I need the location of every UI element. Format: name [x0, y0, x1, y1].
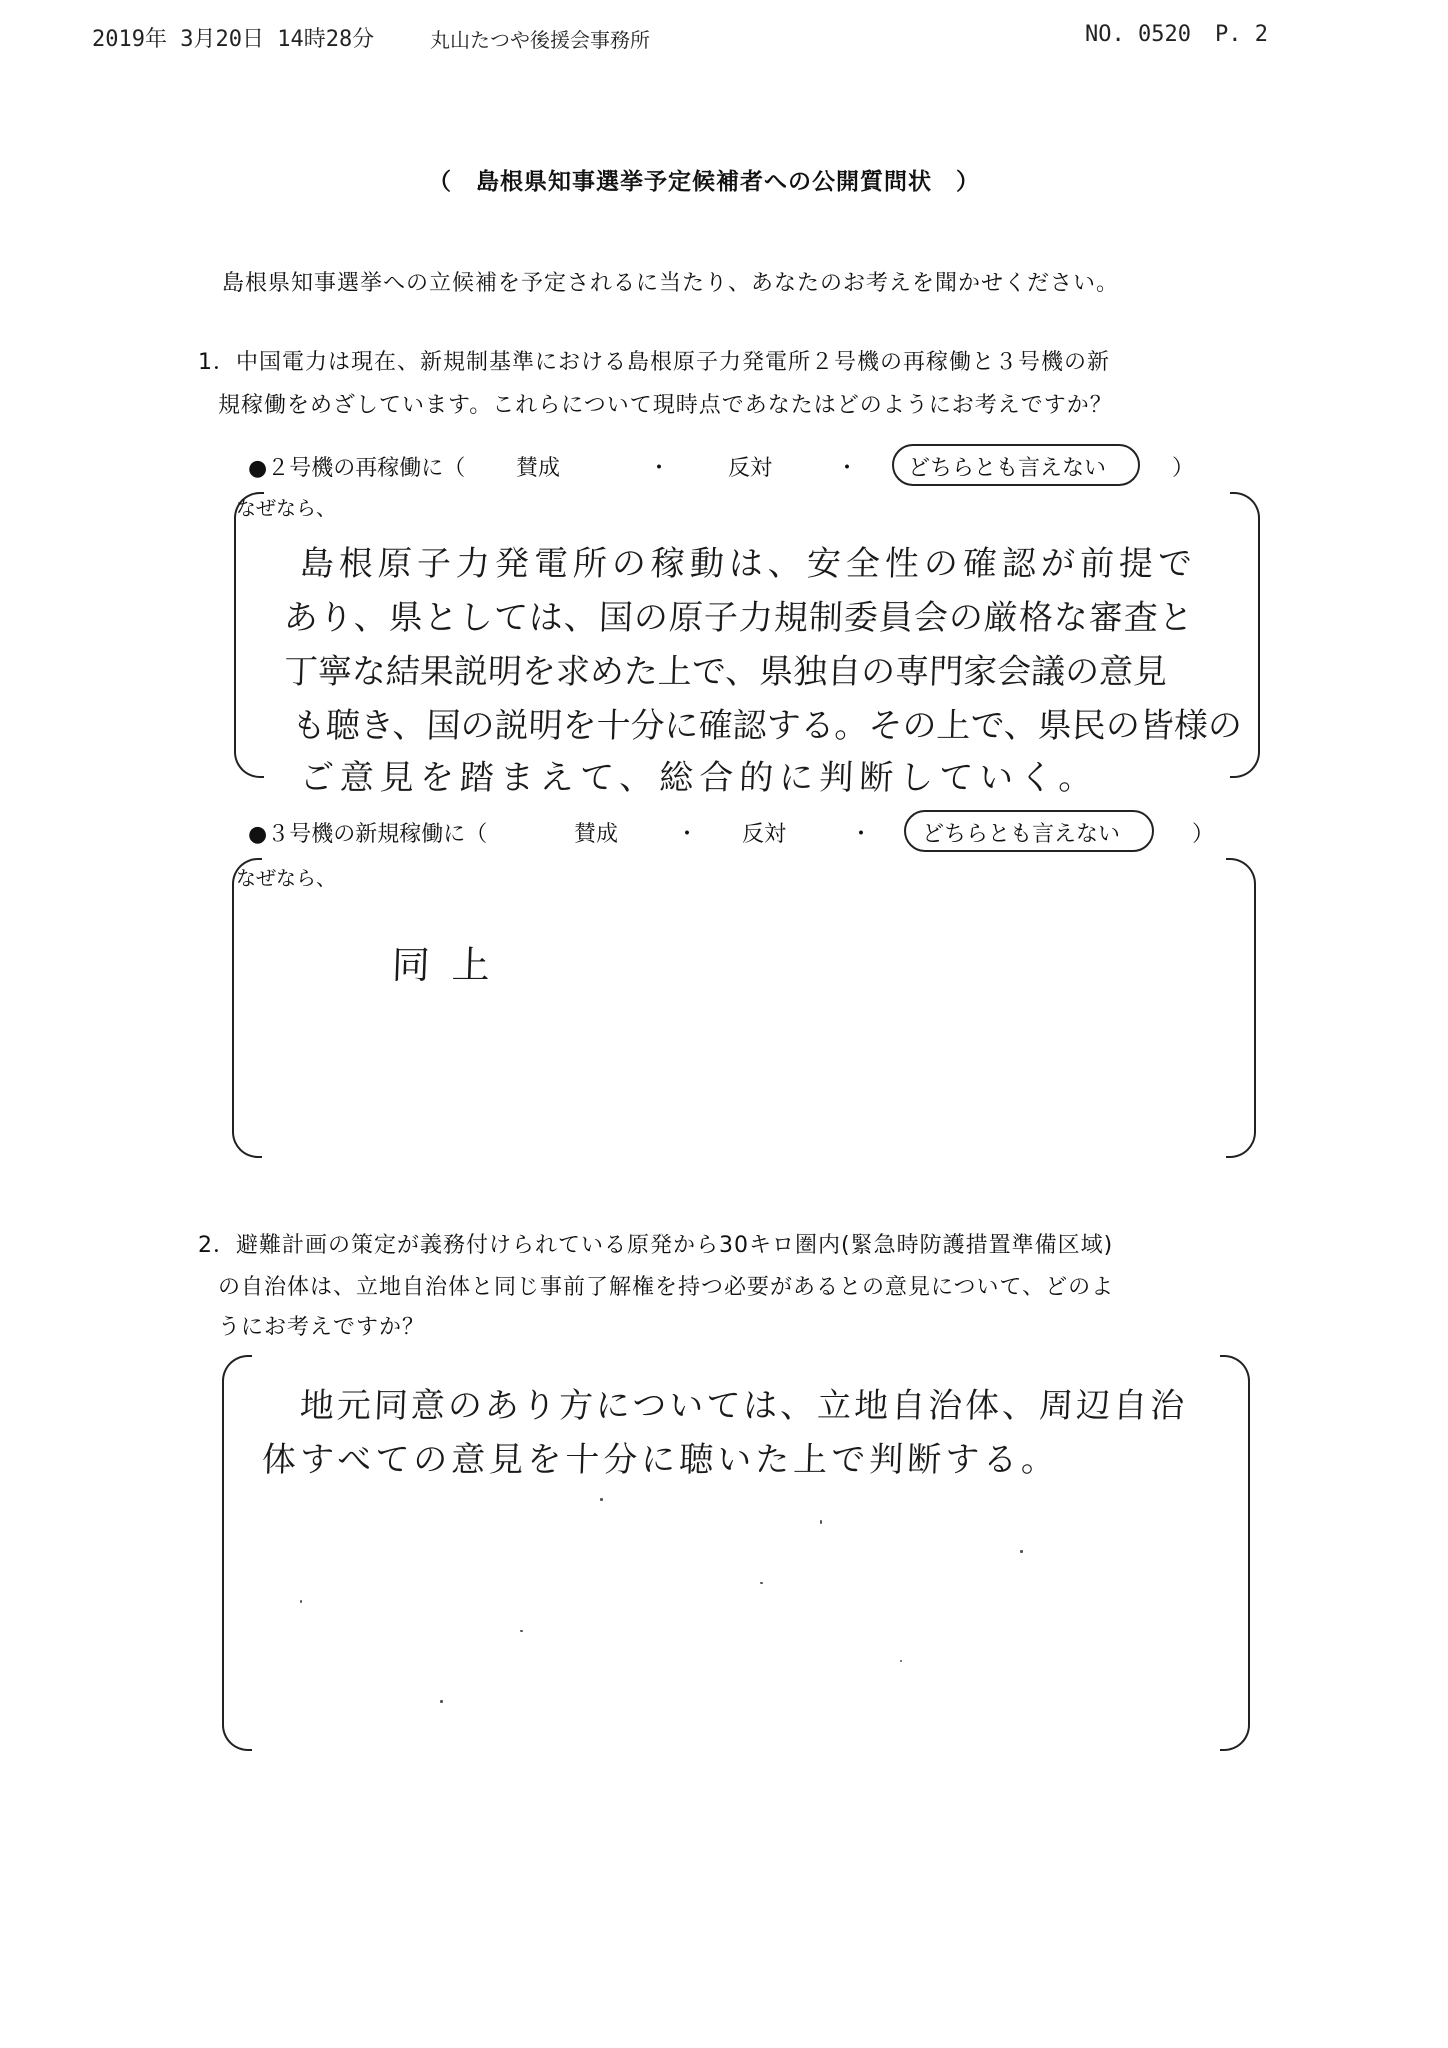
unit2-because-label: なぜなら、 [236, 496, 336, 520]
question-1-line-1: 1．中国電力は現在、新規制基準における島根原子力発電所２号機の再稼働と３号機の新 [198, 350, 1110, 375]
document-title: （ 島根県知事選挙予定候補者への公開質問状 ） [428, 169, 980, 195]
unit3-answer: 同上 [391, 943, 513, 987]
unit3-choice-close: ） [1192, 822, 1215, 847]
question-2-line-2: の自治体は、立地自治体と同じ事前了解権を持つ必要があるとの意見について、どのよ [218, 1275, 1115, 1300]
unit2-option-against: 反対 [728, 456, 773, 481]
q2-answer-bracket-right [1220, 1355, 1250, 1751]
unit2-answer-line-1: 島根原子力発電所の稼動は、安全性の確認が前提で [299, 544, 1198, 584]
unit2-answer-line-5: ご意見を踏まえて、総合的に判断していく。 [299, 758, 1100, 798]
unit3-because-label: なぜなら、 [236, 866, 336, 890]
question-1-line-2: 規稼働をめざしています。これらについて現時点であなたはどのようにお考えですか？ [218, 393, 1113, 418]
unit3-answer-bracket-right [1226, 858, 1256, 1158]
unit3-option-neither: どちらとも言えない [922, 822, 1121, 847]
unit2-answer-line-2: あり、県としては、国の原子力規制委員会の厳格な審査と [283, 598, 1195, 638]
question-2-line-1: 2．避難計画の策定が義務付けられている原発から30キロ圏内(緊急時防護措置準備区域) [198, 1233, 1114, 1258]
unit3-dot-2: ・ [850, 822, 873, 847]
unit2-dot-1: ・ [648, 456, 671, 481]
unit2-answer-bracket-left [234, 492, 264, 778]
fax-number: NO. 0520 [1085, 22, 1191, 47]
unit3-option-for: 賛成 [574, 822, 619, 847]
intro-text: 島根県知事選挙への立候補を予定されるに当たり、あなたのお考えを聞かせください。 [222, 271, 1120, 296]
fax-timestamp: 2019年 3月20日 14時28分 [92, 27, 375, 52]
unit2-answer-line-3: 丁寧な結果説明を求めた上で、県独自の専門家会議の意見 [283, 652, 1168, 692]
unit3-choice-label: ●３号機の新規稼働に（ [248, 822, 488, 847]
q2-answer-bracket-left [222, 1355, 252, 1751]
fax-sender: 丸山たつや後援会事務所 [430, 28, 650, 52]
unit2-option-neither: どちらとも言えない [908, 456, 1107, 481]
unit2-answer-line-4: も聴き、国の説明を十分に確認する。その上で、県民の皆様の [291, 706, 1243, 746]
q2-answer-line-1: 地元同意のあり方については、立地自治体、周辺自治 [299, 1386, 1188, 1426]
fax-page: P. 2 [1215, 22, 1268, 47]
unit2-choice-label: ●２号機の再稼働に（ [248, 456, 466, 481]
unit2-choice-close: ） [1172, 456, 1195, 481]
unit2-dot-2: ・ [836, 456, 859, 481]
unit3-answer-bracket-left [232, 858, 262, 1158]
unit2-option-for: 賛成 [516, 456, 561, 481]
question-2-line-3: うにお考えですか？ [218, 1315, 426, 1340]
unit3-dot-1: ・ [676, 822, 699, 847]
unit3-option-against: 反対 [742, 822, 787, 847]
q2-answer-line-2: 体すべての意見を十分に聴いた上で判断する。 [261, 1440, 1060, 1480]
